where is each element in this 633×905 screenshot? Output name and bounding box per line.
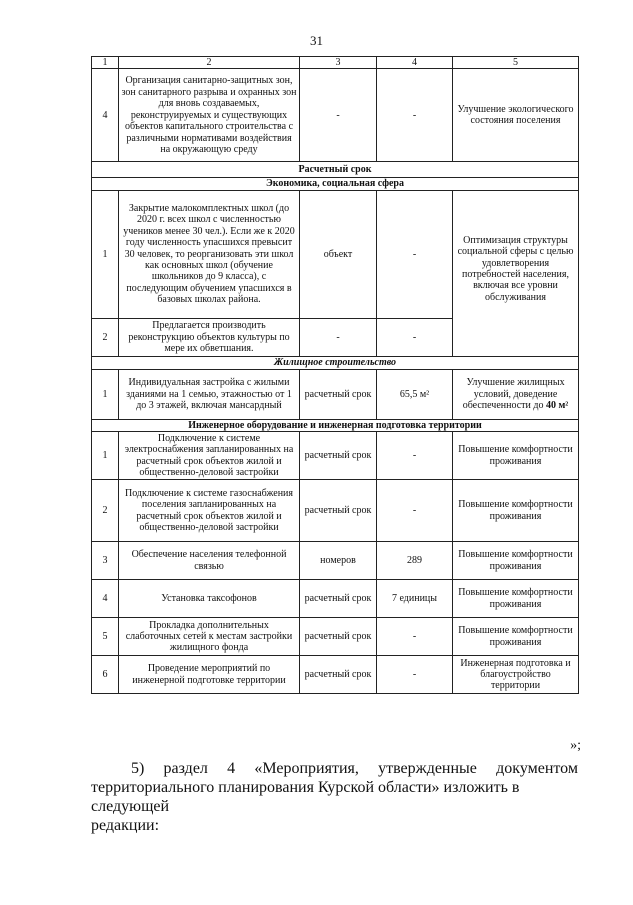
header-cell: 5 [453,57,579,69]
effect-cell: Повышение комфортности проживания [453,432,579,480]
table-row [92,656,579,694]
value-cell: - [377,656,453,694]
effect-cell: Повышение комфортности проживания [453,618,579,656]
value-cell: - [377,618,453,656]
unit-cell: расчетный срок [300,432,377,480]
table-row [92,580,579,618]
effect-cell: Повышение комфортности проживания [453,580,579,618]
value-cell: - [377,69,453,162]
period-title-row [92,162,579,178]
value-cell: - [377,432,453,480]
unit-cell: объект [300,190,377,318]
value-cell: - [377,190,453,318]
unit-cell: - [300,69,377,162]
header-cell: 4 [377,57,453,69]
period-title: Расчетный срок [92,162,579,178]
paragraph-line: территориального планирования Курской области» изложить в следующей [91,779,520,815]
effect-cell [453,369,579,419]
table-row [92,542,579,580]
row-number: 3 [92,542,119,580]
paragraph-line: 5) раздел 4 «Мероприятия, утвержденные документом [131,760,578,777]
row-number: 2 [92,480,119,542]
value-cell: 289 [377,542,453,580]
header-cell: 3 [300,57,377,69]
section-title: Жилищное строительство [92,356,579,369]
effect-cell: Оптимизация структуры социальной сферы с целью удовлетворения потребностей населения, включая все уровни обслуживания [453,190,579,356]
body-paragraph [91,759,578,835]
table-row [92,432,579,480]
closing-quote: »; [570,738,581,753]
unit-cell: расчетный срок [300,656,377,694]
unit-cell: номеров [300,542,377,580]
unit-cell: расчетный срок [300,580,377,618]
table-row [92,69,579,162]
row-number: 6 [92,656,119,694]
effect-text: Улучшение жилищных условий, доведение обеспеченности до [462,377,565,412]
row-number: 5 [92,618,119,656]
measure-text: Обеспечение населения телефонной связью [119,542,300,580]
effect-cell: Инженерная подготовка и благоустройство территории [453,656,579,694]
value-cell: 7 единицы [377,580,453,618]
section-title-row [92,356,579,369]
section-title-row [92,419,579,431]
table-row [92,618,579,656]
table-row [92,480,579,542]
header-cell: 1 [92,57,119,69]
value-cell: - [377,318,453,356]
section-title: Экономика, социальная сфера [92,178,579,190]
value-cell: - [377,480,453,542]
measure-text: Индивидуальная застройка с жилыми зданиями на 1 семью, этажностью от 1 до 3 этажей, включая мансардный [119,369,300,419]
measure-text: Установка таксофонов [119,580,300,618]
row-number: 1 [92,190,119,318]
page-number: 31 [310,33,323,48]
measure-text: Прокладка дополнительных слаботочных сетей к местам застройки жилищного фонда [119,618,300,656]
unit-cell: расчетный срок [300,480,377,542]
measure-text: Подключение к системе электроснабжения запланированных на расчетный срок объектов жилой и общественно-деловой застройки [119,432,300,480]
section-title-row [92,178,579,190]
header-cell: 2 [119,57,300,69]
measure-text: Предлагается производить реконструкцию объектов культуры по мере их обветшания. [119,318,300,356]
measures-table [91,56,579,694]
section-title: Инженерное оборудование и инженерная подготовка территории [92,419,579,431]
measure-text: Организация санитарно-защитных зон, зон санитарного разрыва и охранных зон для вновь создаваемых, реконструируемых и существующих объектов капитального строительства с различными нормативами воздействия на окружающую среду [119,69,300,162]
unit-cell: расчетный срок [300,369,377,419]
effect-target: 40 м² [545,400,569,412]
table-row [92,369,579,419]
measure-text: Закрытие малокомплектных школ (до 2020 г. всех школ с численностью учеников менее 30 чел.). Если же к 2020 году численность упасшихся превысит 30 человек, то реорганизовать эти школ как основных школ (обучение школьников до 9 класса), с последующим обучением упасшихся в базовых школах района. [119,190,300,318]
table-header-row [92,57,579,69]
row-number: 1 [92,432,119,480]
row-number: 4 [92,69,119,162]
row-number: 4 [92,580,119,618]
effect-cell: Улучшение экологического состояния поселения [453,69,579,162]
value-cell: 65,5 м² [377,369,453,419]
row-number: 1 [92,369,119,419]
measure-text: Проведение мероприятий по инженерной подготовке территории [119,656,300,694]
row-number: 2 [92,318,119,356]
unit-cell: - [300,318,377,356]
measure-text: Подключение к системе газоснабжения поселения запланированных на расчетный срок объектов жилой и общественно-деловой застройки [119,480,300,542]
table-row [92,190,579,318]
unit-cell: расчетный срок [300,618,377,656]
effect-cell: Повышение комфортности проживания [453,480,579,542]
effect-cell: Повышение комфортности проживания [453,542,579,580]
paragraph-line: редакции: [91,817,160,834]
